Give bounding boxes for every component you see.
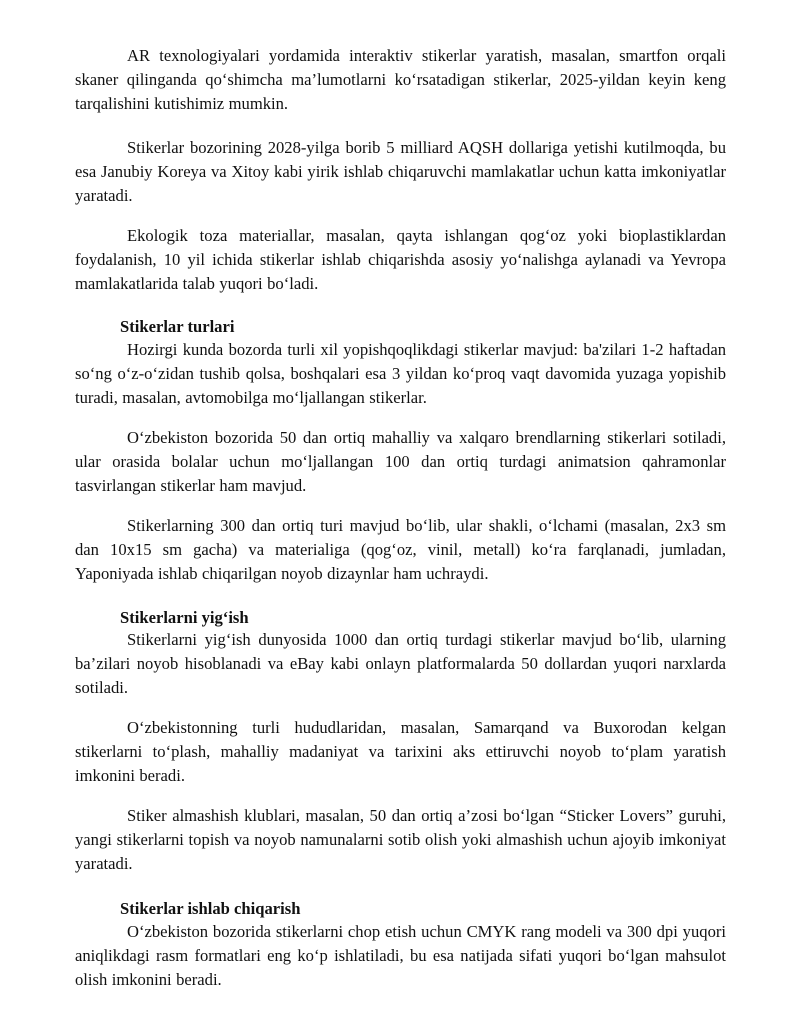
paragraph-eco-materials: Ekologik toza materiallar, masalan, qayta ishlangan qog‘oz yoki bioplastiklardan foydalanish, 10 yil ichida stikerlar ishlab chiqarishda asosiy yo‘nalishga aylanadi va Yevropa mamlakatlarida talab yuqori bo‘ladi. <box>75 226 726 293</box>
paragraph-sticker-varieties: Stikerlarning 300 dan ortiq turi mavjud bo‘lib, ular shakli, o‘lchami (masalan, 2x3 sm dan 10x15 sm gacha) va materialiga (qog‘oz, vinil, metall) ko‘ra farqlanadi, jumladan, Yaponiyada ishlab chiqarilgan noyob dizaynlar ham uchraydi. <box>75 516 726 583</box>
paragraph-collecting-world: Stikerlarni yig‘ish dunyosida 1000 dan ortiq turdagi stikerlar mavjud bo‘lib, ularning ba’zilari noyob hisoblanadi va eBay kabi onlayn platformalarda 50 dollardan yuqori narxlarda sotiladi. <box>75 630 726 697</box>
paragraph-printing-cmyk: O‘zbekiston bozorida stikerlarni chop etish uchun CMYK rang modeli va 300 dpi yuqori aniqlikdagi rasm formatlari eng ko‘p ishlatiladi, bu esa natijada sifati yuqori bo‘lgan mahsulot olish imkonini beradi. <box>75 922 726 989</box>
section-heading-sticker-types: Stikerlar turlari <box>120 317 235 336</box>
paragraph-ar-stickers: AR texnologiyalari yordamida interaktiv stikerlar yaratish, masalan, smartfon orqali skaner qilinganda qo‘shimcha ma’lumotlarni ko‘rsatadigan stikerlar, 2025-yildan keyin keng tarqalishini kutishimiz mumkin. <box>75 46 726 113</box>
paragraph-exchange-clubs: Stiker almashish klublari, masalan, 50 dan ortiq a’zosi bo‘lgan “Sticker Lovers” guruhi, yangi stikerlarni topish va noyob namunalarni sotib olish yoki almashish uchun ajoyib imkoniyat yaratadi. <box>75 806 726 873</box>
section-heading-production: Stikerlar ishlab chiqarish <box>120 899 301 918</box>
paragraph-market-forecast: Stikerlar bozorining 2028-yilga borib 5 milliard AQSH dollariga yetishi kutilmoqda, bu esa Janubiy Koreya va Xitoy kabi yirik ishlab chiqaruvchi mamlakatlar uchun katta imkoniyatlar yaratadi. <box>75 138 726 205</box>
paragraph-uzbek-brands: O‘zbekiston bozorida 50 dan ortiq mahalliy va xalqaro brendlarning stikerlari sotiladi, ular orasida bolalar uchun mo‘ljallangan 100 dan ortiq turdagi animatsion qahramonlar tasvirlangan stikerlar ham mavjud. <box>75 428 726 495</box>
paragraph-regional-collecting: O‘zbekistonning turli hududlaridan, masalan, Samarqand va Buxorodan kelgan stikerlarni to‘plash, mahalliy madaniyat va tarixini aks ettiruvchi noyob to‘plam yaratish imkonini beradi. <box>75 718 726 785</box>
paragraph-adhesive-types: Hozirgi kunda bozorda turli xil yopishqoqlikdagi stikerlar mavjud: ba'zilari 1-2 haftadan so‘ng o‘z-o‘zidan tushib qolsa, boshqalari esa 3 yildan ko‘proq vaqt davomida yuzaga yopishib turadi, masalan, avtomobilga mo‘ljallangan stikerlar. <box>75 340 726 407</box>
section-heading-collecting: Stikerlarni yig‘ish <box>120 608 249 627</box>
